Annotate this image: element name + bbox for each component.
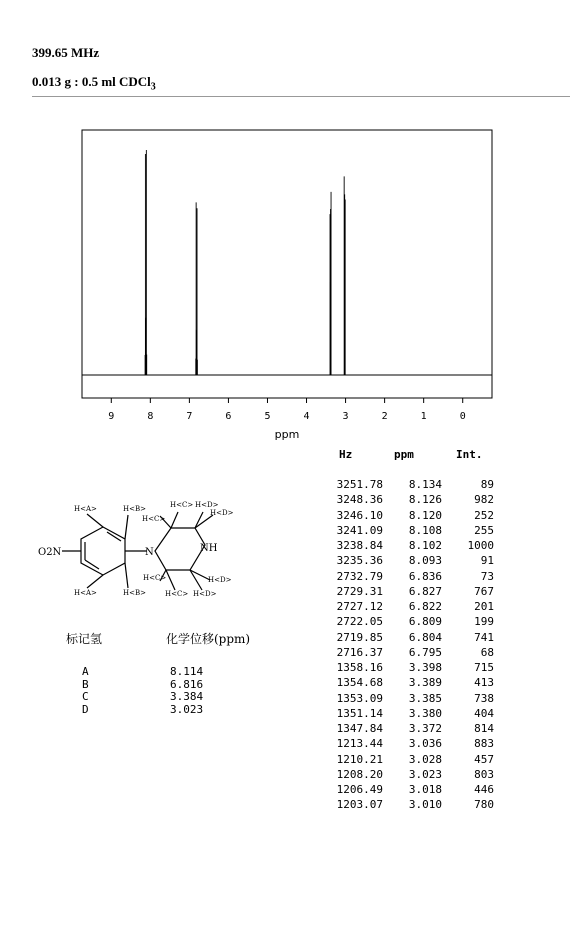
h-d-bottom2-label: H<D>	[208, 576, 232, 584]
benzene-ring	[62, 512, 213, 590]
peak-table-cell-int: 457	[474, 752, 494, 766]
peak-table-cell-hz: 3235.36	[336, 554, 383, 568]
h-d-bottom1-label: H<D>	[193, 590, 217, 598]
h-c-bottom2-label: H<C>	[165, 590, 189, 598]
peak-table-cell-hz: 1354.68	[336, 676, 383, 690]
peak-table-header-int: Int.	[456, 448, 483, 461]
peak-table-cell-ppm: 6.822	[408, 600, 442, 613]
peak-table-cell-int: 767	[474, 584, 494, 598]
peak-table	[310, 448, 510, 818]
h-d-top2-label: H<D>	[210, 509, 234, 517]
peak-table-cell-ppm: 3.372	[408, 722, 442, 735]
peak-table-cell-hz: 1347.84	[336, 722, 383, 735]
peak-table-cell-hz: 2732.79	[336, 569, 383, 583]
assignment-col1-header: 标记氢	[66, 632, 103, 646]
peak-table-header-ppm: ppm	[394, 448, 414, 461]
peak-table-cell-ppm: 6.795	[408, 645, 442, 659]
x-tick-label: 4	[303, 411, 310, 422]
h-c-bottom1-label: H<C>	[143, 574, 167, 582]
peak-table-cell-int: 252	[474, 508, 494, 522]
h-c-top2-label: H<C>	[142, 515, 166, 523]
h-c-top1-label: H<C>	[170, 501, 194, 509]
h-b-bottom-label: H<B>	[123, 589, 146, 597]
peak-table-cell-hz: 2719.85	[336, 630, 383, 644]
x-tick-label: 7	[186, 411, 193, 422]
peak-table-cell-int: 883	[474, 737, 494, 751]
peak-table-cell-ppm: 3.028	[408, 752, 442, 766]
x-tick-label: 0	[459, 411, 466, 422]
peak-table-cell-ppm: 8.120	[408, 508, 442, 522]
spectrometer-frequency: 399.65 MHz	[32, 45, 100, 60]
peak-table-cell-ppm: 3.385	[408, 691, 442, 705]
peak-table-cell-hz: 3238.84	[336, 539, 383, 552]
peak-table-cell-hz: 1358.16	[336, 661, 383, 674]
nitro-label: O2N	[38, 547, 62, 558]
nh-label: NH	[200, 543, 218, 554]
peak-table-cell-int: 446	[474, 783, 494, 796]
h-b-top-label: H<B>	[123, 505, 146, 513]
x-tick-label: 6	[225, 411, 232, 422]
h-d-top1-label: H<D>	[195, 501, 219, 509]
plot-frame	[82, 130, 492, 398]
peak-table-header-hz: Hz	[339, 448, 353, 461]
peak-table-cell-int: 89	[480, 478, 494, 491]
peak-table-cell-ppm: 8.093	[408, 554, 442, 568]
peak-table-cell-hz: 1210.21	[336, 752, 383, 766]
peak-table-cell-int: 413	[474, 676, 494, 690]
peak-table-cell-int: 1000	[467, 539, 494, 552]
assignment-label: D	[82, 702, 89, 716]
peak-table-cell-ppm: 6.804	[408, 630, 442, 644]
peak-table-cell-hz: 3251.78	[336, 478, 383, 491]
peak-table-cell-int: 404	[474, 706, 494, 720]
peak-table-cell-hz: 1206.49	[336, 783, 383, 796]
x-tick-label: 3	[342, 411, 349, 422]
h-a-top-label: H<A>	[74, 505, 97, 513]
peak-table-cell-ppm: 6.827	[408, 584, 442, 598]
peak-table-cell-int: 715	[474, 661, 494, 674]
x-tick-label: 9	[108, 411, 115, 422]
peak-table-cell-int: 199	[474, 615, 494, 629]
peak-table-cell-int: 803	[474, 767, 494, 781]
peak-table-cell-int: 814	[474, 722, 494, 735]
peak-table-cell-hz: 1213.44	[336, 737, 383, 751]
peak-table-cell-ppm: 6.836	[408, 569, 442, 583]
peak-lines	[145, 150, 345, 375]
peak-table-cell-ppm: 3.018	[408, 783, 442, 796]
h-a-bottom-label: H<A>	[74, 589, 97, 597]
n-label: N	[145, 547, 154, 558]
peak-table-cell-int: 91	[480, 554, 494, 568]
peak-table-cell-ppm: 3.010	[408, 798, 442, 812]
x-tick-label: 8	[147, 411, 154, 422]
peak-table-cell-ppm: 3.398	[408, 661, 442, 674]
peak-table-cell-ppm: 8.108	[408, 523, 442, 537]
assignment-shift: 3.023	[170, 702, 204, 716]
peak-table-cell-int: 982	[474, 493, 494, 507]
assignment-shift: 8.114	[170, 665, 204, 678]
x-axis-label: ppm	[274, 428, 300, 441]
sample-text: 0.013 g : 0.5 ml CDCl	[32, 74, 151, 89]
assignment-label: C	[82, 690, 89, 703]
peak-table-cell-hz: 3246.10	[336, 508, 383, 522]
nmr-spectrum-chart	[0, 0, 570, 460]
peak-table-cell-ppm: 3.380	[408, 706, 442, 720]
peak-table-cell-int: 738	[474, 691, 494, 705]
x-axis-ticks	[108, 398, 465, 422]
peak-table-cell-hz: 2716.37	[336, 645, 383, 659]
peak-table-cell-hz: 2722.05	[336, 615, 383, 629]
peak-table-cell-ppm: 3.389	[408, 676, 442, 690]
peak-table-cell-int: 741	[474, 630, 494, 644]
assignment-shift: 6.816	[170, 677, 204, 691]
peak-table-cell-hz: 1208.20	[336, 767, 383, 781]
assignment-shift: 3.384	[170, 690, 204, 703]
assignment-col2-header: 化学位移(ppm)	[166, 632, 251, 646]
peak-table-cell-ppm: 3.023	[408, 767, 442, 781]
peak-table-cell-hz: 3248.36	[336, 493, 383, 507]
peak-table-cell-hz: 1351.14	[336, 706, 383, 720]
peak-table-cell-hz: 2729.31	[336, 584, 383, 598]
peak-table-cell-int: 201	[474, 600, 494, 613]
peak-table-cell-int: 255	[474, 523, 494, 537]
assignment-label: A	[82, 665, 89, 678]
peak-table-cell-ppm: 8.134	[408, 478, 442, 491]
peak-table-cell-ppm: 3.036	[408, 737, 442, 751]
peak-table-cell-hz: 1203.07	[336, 798, 383, 812]
x-tick-label: 1	[420, 411, 427, 422]
peak-table-cell-int: 73	[480, 569, 494, 583]
x-tick-label: 5	[264, 411, 271, 422]
x-tick-label: 2	[381, 411, 388, 422]
peak-table-cell-ppm: 6.809	[408, 615, 442, 629]
peak-table-cell-hz: 3241.09	[336, 523, 383, 537]
peak-table-cell-int: 780	[474, 798, 494, 812]
assignment-label: B	[82, 677, 89, 691]
peak-table-cell-ppm: 8.126	[408, 493, 442, 507]
peak-table-cell-int: 68	[480, 645, 494, 659]
peak-table-cell-hz: 1353.09	[336, 691, 383, 705]
peak-table-cell-ppm: 8.102	[408, 539, 442, 552]
sample-subscript: 3	[150, 81, 156, 93]
peak-table-cell-hz: 2727.12	[336, 600, 383, 613]
